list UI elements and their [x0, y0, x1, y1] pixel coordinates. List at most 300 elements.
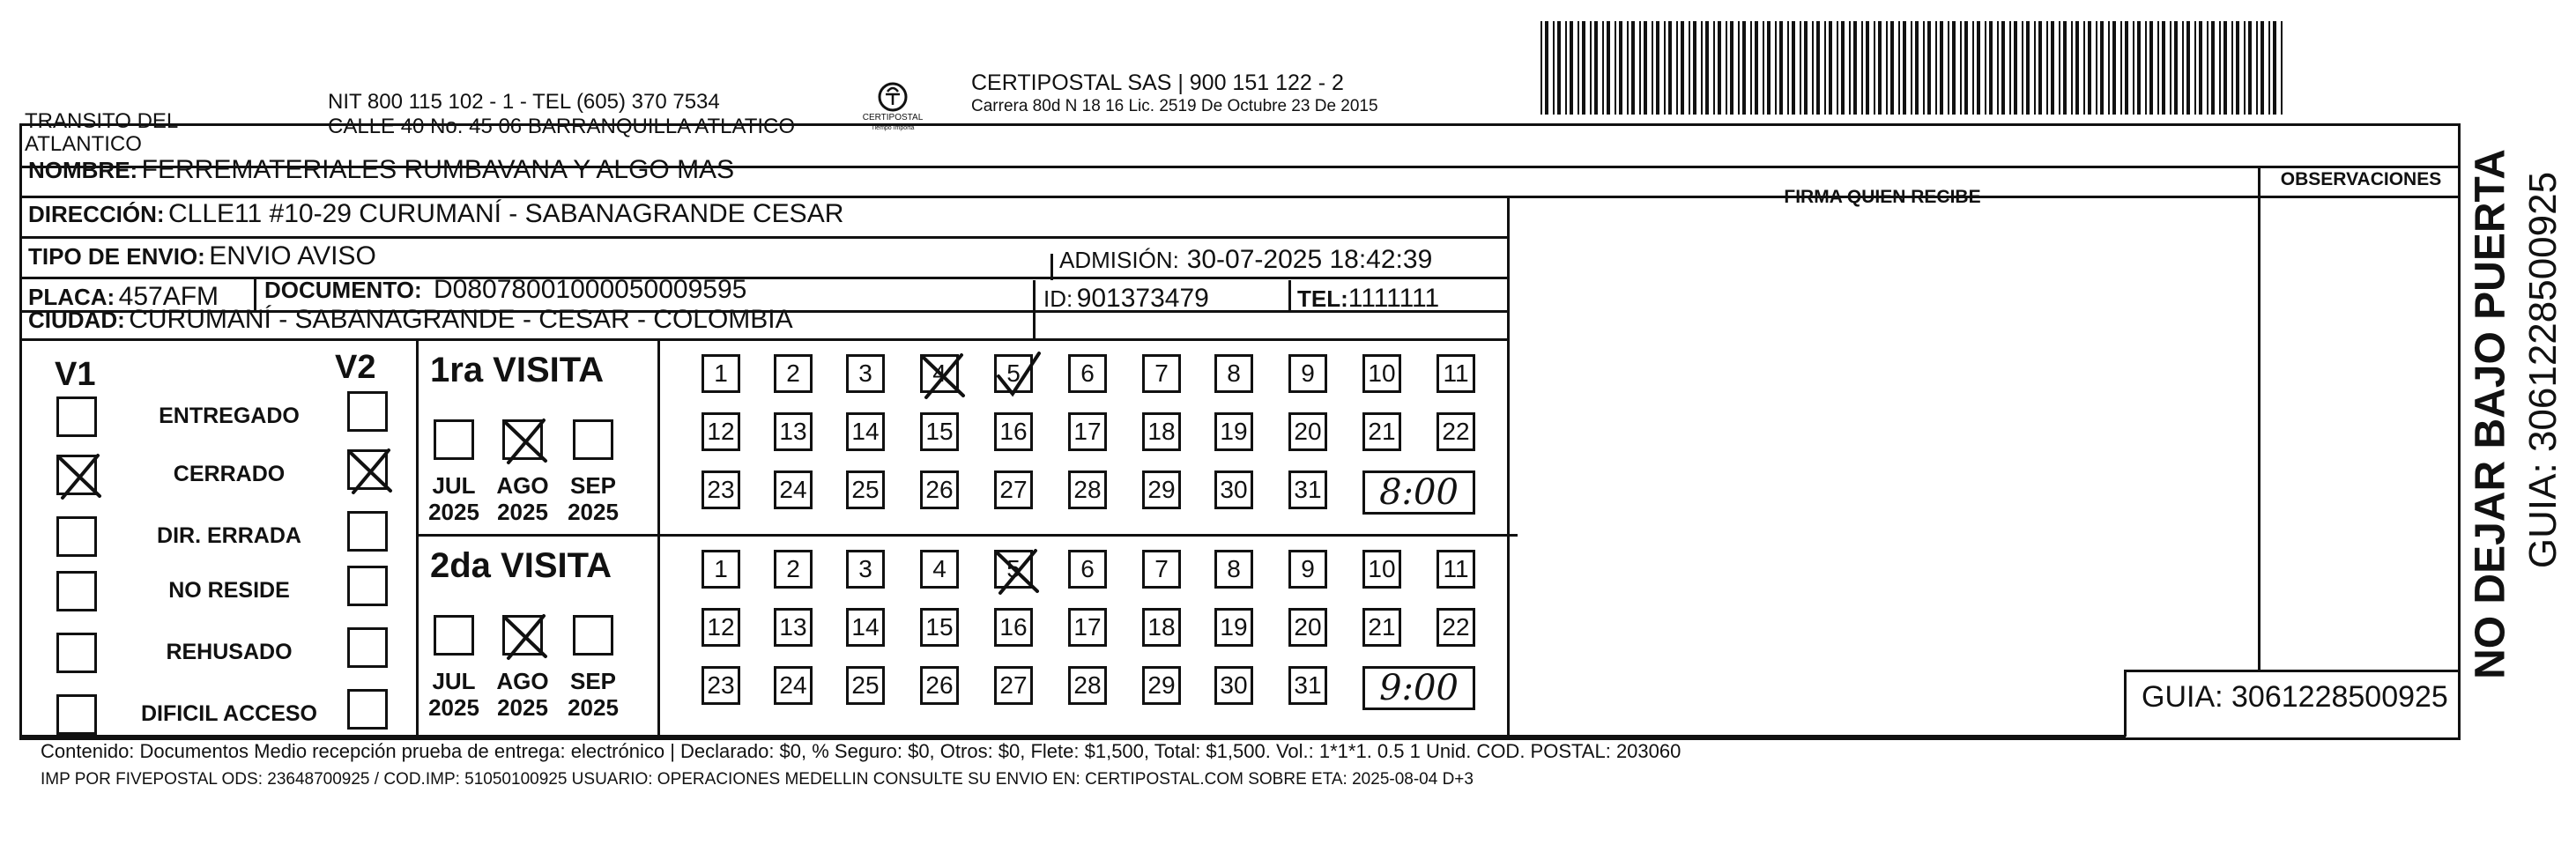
- barcode-bar: [1787, 21, 1789, 115]
- barcode-bar: [1730, 21, 1733, 115]
- month-name: AGO: [496, 472, 549, 499]
- day-number: 2: [786, 359, 800, 387]
- day-number: 22: [1442, 613, 1470, 641]
- day-number: 22: [1442, 418, 1470, 445]
- company-line: CERTIPOSTAL SAS | 900 151 122 - 2: [971, 70, 1344, 95]
- documento-value: D08078001000050009595: [433, 275, 747, 304]
- day-number: 1: [714, 359, 728, 387]
- barcode-bar: [1693, 21, 1696, 115]
- v1-label: V1: [55, 356, 96, 393]
- logo-tagline: Tiempo Importa: [871, 125, 915, 131]
- day-box[interactable]: [846, 354, 885, 393]
- barcode-bar: [1726, 21, 1727, 115]
- day-number: 19: [1220, 418, 1248, 445]
- day-box[interactable]: [1288, 354, 1327, 393]
- barcode-bar: [1656, 21, 1659, 115]
- nit-line: NIT 800 115 102 - 1 - TEL (605) 370 7534: [328, 90, 720, 114]
- month-checkbox[interactable]: [502, 615, 543, 656]
- day-box[interactable]: [920, 666, 959, 705]
- id-divider: [1033, 280, 1036, 338]
- barcode-bar: [2133, 21, 2134, 115]
- day-box[interactable]: [702, 412, 740, 451]
- day-number: 24: [779, 671, 807, 699]
- day-number: 4: [932, 555, 947, 582]
- v2-checkbox[interactable]: [347, 689, 388, 730]
- barcode-bar: [1952, 21, 1956, 115]
- barcode-bar: [1898, 21, 1900, 115]
- day-box[interactable]: [1214, 470, 1253, 509]
- barcode-bar: [1812, 21, 1814, 115]
- barcode-bar: [1615, 21, 1616, 115]
- day-box[interactable]: [846, 412, 885, 451]
- footer-rule: [19, 735, 2126, 737]
- barcode-bar: [1639, 21, 1641, 115]
- ciudad-field: [28, 305, 793, 335]
- firma-label: FIRMA QUIEN RECIBE: [1784, 187, 1981, 207]
- month-label: [423, 668, 485, 721]
- day-box[interactable]: [774, 666, 813, 705]
- barcode-bar: [1861, 21, 1863, 115]
- day-box[interactable]: [1362, 608, 1401, 647]
- time-box[interactable]: [1362, 470, 1475, 515]
- day-box[interactable]: [920, 608, 959, 647]
- address-line: CALLE 40 No. 45 06 BARRANQUILLA ATLATICO: [328, 115, 796, 138]
- barcode-bar: [1940, 21, 1943, 115]
- day-box[interactable]: [1068, 666, 1107, 705]
- day-number: 10: [1368, 359, 1396, 387]
- v1-checkbox[interactable]: [56, 396, 97, 437]
- nombre-label: NOMBRE:: [28, 157, 138, 183]
- status-label: DIFICIL ACCESO: [140, 701, 317, 726]
- day-box[interactable]: [702, 666, 740, 705]
- day-number: 15: [925, 418, 954, 445]
- tel-field: [1297, 284, 1439, 314]
- tel-label: TEL:: [1297, 285, 1348, 312]
- barcode-bar: [1989, 21, 1993, 115]
- barcode-bar: [1977, 21, 1980, 115]
- barcode-bar: [2071, 21, 2073, 115]
- day-number: 18: [1147, 613, 1176, 641]
- day-number: 27: [999, 476, 1028, 503]
- day-box[interactable]: [1068, 608, 1107, 647]
- barcode-bar: [1578, 21, 1579, 115]
- day-box[interactable]: [1436, 550, 1475, 589]
- barcode-bar: [1705, 21, 1709, 115]
- day-number: 28: [1073, 476, 1102, 503]
- day-box[interactable]: [1068, 354, 1107, 393]
- barcode-bar: [1829, 21, 1832, 115]
- barcode-bar: [2273, 21, 2276, 115]
- day-number: 23: [707, 476, 735, 503]
- barcode-bar: [2014, 21, 2017, 115]
- day-box[interactable]: [774, 412, 813, 451]
- day-number: 14: [851, 418, 880, 445]
- day-box[interactable]: [920, 412, 959, 451]
- day-number: 28: [1073, 671, 1102, 699]
- barcode-bar: [2046, 21, 2048, 115]
- barcode-bar: [1742, 21, 1746, 115]
- barcode-bar: [1972, 21, 1974, 115]
- barcode-bar: [1775, 21, 1777, 115]
- barcode-bar: [2137, 21, 2141, 115]
- day-number: 25: [851, 671, 880, 699]
- day-number: 9: [1301, 555, 1315, 582]
- barcode-bar: [1911, 21, 1912, 115]
- barcode-bar: [1565, 21, 1567, 115]
- day-box[interactable]: [920, 470, 959, 509]
- nombre-value: FERREMATERIALES RUMBAVANA Y ALGO MAS: [141, 155, 735, 184]
- day-box[interactable]: [774, 470, 813, 509]
- day-box[interactable]: [920, 354, 959, 393]
- month-year: 2025: [568, 499, 619, 525]
- day-box[interactable]: [1142, 550, 1181, 589]
- barcode-bar: [1927, 21, 1931, 115]
- barcode-bar: [2149, 21, 2153, 115]
- day-box[interactable]: [1288, 608, 1327, 647]
- day-box[interactable]: [1362, 412, 1401, 451]
- barcode-bar: [2174, 21, 2178, 115]
- v1-checkbox[interactable]: [56, 633, 97, 673]
- day-box[interactable]: [994, 412, 1033, 451]
- barcode-bar: [1804, 21, 1808, 115]
- barcode-bar: [1631, 21, 1635, 115]
- issuer-name-line2: ATLANTICO: [25, 132, 142, 156]
- day-box[interactable]: [1142, 470, 1181, 509]
- guia-box-text: GUIA: 3061228500925: [2142, 680, 2448, 714]
- barcode-bar: [1664, 21, 1666, 115]
- barcode-bar: [1619, 21, 1622, 115]
- day-number: 23: [707, 671, 735, 699]
- barcode-bar: [1886, 21, 1888, 115]
- barcode-bar: [1792, 21, 1795, 115]
- tipo-envio-value: ENVIO AVISO: [209, 241, 376, 270]
- month-label: [562, 668, 624, 721]
- admision-label: ADMISIÓN:: [1059, 247, 1179, 273]
- barcode-bar: [2112, 21, 2116, 115]
- placa-label: PLACA:: [28, 284, 115, 310]
- month-year: 2025: [428, 499, 479, 525]
- day-box[interactable]: [994, 470, 1033, 509]
- barcode-bar: [2059, 21, 2060, 115]
- month-right-edge: [657, 338, 660, 735]
- barcode-bar: [2096, 21, 2097, 115]
- nombre-field: [28, 155, 734, 185]
- day-number: 31: [1294, 476, 1322, 503]
- barcode-bar: [1837, 21, 1838, 115]
- barcode-bar: [1652, 21, 1653, 115]
- barcode-bar: [1713, 21, 1715, 115]
- barcode-bar: [2125, 21, 2128, 115]
- day-number: 13: [779, 613, 807, 641]
- barcode-bar: [1866, 21, 1869, 115]
- barcode-bar: [1841, 21, 1845, 115]
- barcode-bar: [1540, 21, 1542, 115]
- day-box[interactable]: [846, 608, 885, 647]
- day-number: 12: [707, 613, 735, 641]
- day-number: 20: [1294, 418, 1322, 445]
- footer-contenido: Contenido: Documentos Medio recepción prueba de entrega: electrónico | Declarado: $0, % Seguro: $0, Otros: $0, Flete: $1,500, Total: $1,500. Vol.: 1*1*1. 0.5 1 Unid. COD. POSTAL: 203060: [41, 740, 1681, 762]
- id-label: ID:: [1043, 285, 1073, 312]
- day-number: 13: [779, 418, 807, 445]
- v2-checkbox[interactable]: [347, 627, 388, 668]
- v2-checkbox[interactable]: [347, 391, 388, 432]
- day-number: 15: [925, 613, 954, 641]
- documento-field: [264, 275, 746, 305]
- barcode-bar: [2034, 21, 2036, 115]
- barcode-bar: [2157, 21, 2159, 115]
- month-checkbox[interactable]: [434, 419, 474, 460]
- barcode-bar: [1824, 21, 1826, 115]
- month-year: 2025: [497, 694, 548, 721]
- barcode-bar: [1779, 21, 1783, 115]
- day-number: 3: [858, 555, 872, 582]
- day-box[interactable]: [994, 666, 1033, 705]
- day-number: 24: [779, 476, 807, 503]
- day-number: 31: [1294, 671, 1322, 699]
- day-box[interactable]: [1214, 412, 1253, 451]
- day-box[interactable]: [846, 666, 885, 705]
- barcode-bar: [2186, 21, 2190, 115]
- barcode-bar: [2170, 21, 2171, 115]
- barcode-bar: [1701, 21, 1703, 115]
- v2-checkbox[interactable]: [347, 449, 388, 490]
- day-box[interactable]: [774, 550, 813, 589]
- day-box[interactable]: [994, 354, 1033, 393]
- day-box[interactable]: [846, 550, 885, 589]
- day-box[interactable]: [1436, 412, 1475, 451]
- day-box[interactable]: [1068, 550, 1107, 589]
- day-box[interactable]: [702, 470, 740, 509]
- day-box[interactable]: [1142, 608, 1181, 647]
- barcode-bar: [1997, 21, 1999, 115]
- barcode-bar: [1985, 21, 1986, 115]
- month-name: JUL: [432, 472, 476, 499]
- day-box[interactable]: [1142, 412, 1181, 451]
- barcode-bar: [1878, 21, 1882, 115]
- tel-value: 1111111: [1347, 284, 1440, 313]
- barcode-bar: [2001, 21, 2005, 115]
- day-box[interactable]: [774, 354, 813, 393]
- time-box[interactable]: [1362, 666, 1475, 710]
- direccion-value: CLLE11 #10-29 CURUMANÍ - SABANAGRANDE CESAR: [168, 199, 844, 228]
- barcode-bar: [1644, 21, 1647, 115]
- day-box[interactable]: [1214, 354, 1253, 393]
- barcode-bar: [1948, 21, 1949, 115]
- day-box[interactable]: [1068, 470, 1107, 509]
- barcode-bar: [1689, 21, 1690, 115]
- admision-value: 30-07-2025 18:42:39: [1186, 245, 1433, 274]
- day-box[interactable]: [1288, 550, 1327, 589]
- no-dejar-bajo-puerta: NO DEJAR BAJO PUERTA: [2467, 149, 2514, 679]
- day-number: 18: [1147, 418, 1176, 445]
- issuer-name-line1: TRANSITO DEL: [25, 109, 179, 133]
- observaciones-left-edge: [2258, 166, 2260, 670]
- barcode-bar: [1557, 21, 1561, 115]
- day-number: 30: [1220, 671, 1248, 699]
- barcode-bar: [2100, 21, 2104, 115]
- day-number: 8: [1227, 555, 1241, 582]
- barcode-bar: [1738, 21, 1740, 115]
- day-box[interactable]: [702, 608, 740, 647]
- direccion-row-rule: [19, 236, 1509, 239]
- day-box[interactable]: [1288, 412, 1327, 451]
- day-number: 20: [1294, 613, 1322, 641]
- day-box[interactable]: [1142, 666, 1181, 705]
- month-year: 2025: [568, 694, 619, 721]
- direccion-field: [28, 199, 843, 229]
- barcode-bar: [2231, 21, 2233, 115]
- day-number: 26: [925, 671, 954, 699]
- observaciones-label: OBSERVACIONES: [2280, 169, 2442, 189]
- month-name: SEP: [569, 668, 617, 694]
- month-checkbox[interactable]: [573, 615, 613, 656]
- id-field: [1043, 284, 1209, 314]
- day-number: 1: [714, 555, 728, 582]
- barcode: [1540, 21, 2283, 115]
- tel-divider: [1288, 280, 1291, 310]
- day-number: 19: [1220, 613, 1248, 641]
- day-number: 10: [1368, 555, 1396, 582]
- barcode-bar: [2236, 21, 2239, 115]
- day-box[interactable]: [1068, 412, 1107, 451]
- day-box[interactable]: [994, 608, 1033, 647]
- day-number: 26: [925, 476, 954, 503]
- day-number: 16: [999, 418, 1028, 445]
- day-box[interactable]: [994, 550, 1033, 589]
- barcode-bar: [2182, 21, 2184, 115]
- barcode-bar: [1964, 21, 1968, 115]
- day-number: 17: [1073, 613, 1102, 641]
- day-number: 5: [1006, 359, 1021, 387]
- day-box[interactable]: [702, 354, 740, 393]
- barcode-bar: [2223, 21, 2227, 115]
- day-box[interactable]: [1362, 550, 1401, 589]
- day-box[interactable]: [1288, 666, 1327, 705]
- side-guia: GUIA: 3061228500925: [2521, 171, 2565, 569]
- logo-text: CERTIPOSTAL: [862, 113, 924, 122]
- barcode-bar: [1763, 21, 1764, 115]
- barcode-bar: [1545, 21, 1548, 115]
- barcode-bar: [2162, 21, 2165, 115]
- day-number: 21: [1368, 418, 1396, 445]
- day-number: 7: [1154, 359, 1169, 387]
- day-box[interactable]: [920, 550, 959, 589]
- day-number: 3: [858, 359, 872, 387]
- month-label: [562, 472, 624, 525]
- month-year: 2025: [428, 694, 479, 721]
- tipo-envio-field: [28, 241, 376, 271]
- documento-label: DOCUMENTO:: [264, 277, 422, 303]
- barcode-bar: [2207, 21, 2209, 115]
- day-number: 29: [1147, 476, 1176, 503]
- month-name: AGO: [496, 668, 549, 694]
- barcode-bar: [2199, 21, 2202, 115]
- day-number: 2: [786, 555, 800, 582]
- day-number: 8: [1227, 359, 1241, 387]
- barcode-bar: [1849, 21, 1851, 115]
- barcode-bar: [2038, 21, 2042, 115]
- day-box[interactable]: [1214, 666, 1253, 705]
- v1-checkbox[interactable]: [56, 694, 97, 735]
- v1-checkbox[interactable]: [56, 455, 97, 495]
- day-box[interactable]: [1288, 470, 1327, 509]
- barcode-bar: [1676, 21, 1678, 115]
- barcode-bar: [1890, 21, 1894, 115]
- month-checkbox[interactable]: [502, 419, 543, 460]
- barcode-bar: [2281, 21, 2283, 115]
- day-box[interactable]: [1436, 354, 1475, 393]
- barcode-bar: [1602, 21, 1604, 115]
- barcode-bar: [2248, 21, 2252, 115]
- barcode-bar: [1681, 21, 1684, 115]
- placa-value: 457AFM: [118, 282, 219, 311]
- barcode-bar: [2009, 21, 2011, 115]
- tipo-envio-label: TIPO DE ENVIO:: [28, 243, 205, 270]
- v2-checkbox[interactable]: [347, 511, 388, 552]
- day-box[interactable]: [1142, 354, 1181, 393]
- barcode-bar: [1874, 21, 1875, 115]
- ciudad-value: CURUMANÍ - SABANAGRANDE - CESAR - COLOMBIA: [129, 305, 793, 334]
- barcode-bar: [2194, 21, 2196, 115]
- ciudad-row-rule: [19, 338, 1509, 341]
- barcode-bar: [2022, 21, 2023, 115]
- visit-divider: [416, 534, 1518, 537]
- day-box[interactable]: [1214, 550, 1253, 589]
- barcode-bar: [1960, 21, 1962, 115]
- day-number: 4: [932, 359, 947, 387]
- visit-title: 1ra VISITA: [430, 351, 605, 389]
- day-box[interactable]: [1436, 608, 1475, 647]
- barcode-bar: [2244, 21, 2246, 115]
- day-number: 5: [1006, 555, 1021, 582]
- v1-checkbox[interactable]: [56, 516, 97, 557]
- guia-box-left: [2124, 670, 2127, 737]
- day-box[interactable]: [1214, 608, 1253, 647]
- barcode-bar: [1935, 21, 1937, 115]
- day-number: 6: [1080, 359, 1095, 387]
- month-label: [492, 668, 553, 721]
- day-number: 11: [1443, 555, 1469, 582]
- barcode-bar: [1903, 21, 1906, 115]
- day-number: 12: [707, 418, 735, 445]
- month-label: [423, 472, 485, 525]
- id-value: 901373479: [1076, 284, 1209, 313]
- day-box[interactable]: [702, 550, 740, 589]
- day-box[interactable]: [774, 608, 813, 647]
- barcode-bar: [1590, 21, 1592, 115]
- barcode-bar: [1553, 21, 1555, 115]
- barcode-bar: [1816, 21, 1820, 115]
- barcode-bar: [2268, 21, 2270, 115]
- barcode-bar: [1718, 21, 1721, 115]
- v2-checkbox[interactable]: [347, 566, 388, 606]
- day-number: 7: [1154, 555, 1169, 582]
- barcode-bar: [2088, 21, 2091, 115]
- barcode-bar: [1570, 21, 1573, 115]
- month-checkbox[interactable]: [434, 615, 474, 656]
- day-box[interactable]: [1362, 354, 1401, 393]
- month-name: SEP: [569, 472, 617, 499]
- day-box[interactable]: [846, 470, 885, 509]
- status-label: REHUSADO: [166, 640, 293, 664]
- barcode-bar: [2219, 21, 2221, 115]
- month-name: JUL: [432, 668, 476, 694]
- day-number: 17: [1073, 418, 1102, 445]
- v1-checkbox[interactable]: [56, 571, 97, 611]
- day-number: 9: [1301, 359, 1315, 387]
- month-checkbox[interactable]: [573, 419, 613, 460]
- barcode-bar: [1750, 21, 1752, 115]
